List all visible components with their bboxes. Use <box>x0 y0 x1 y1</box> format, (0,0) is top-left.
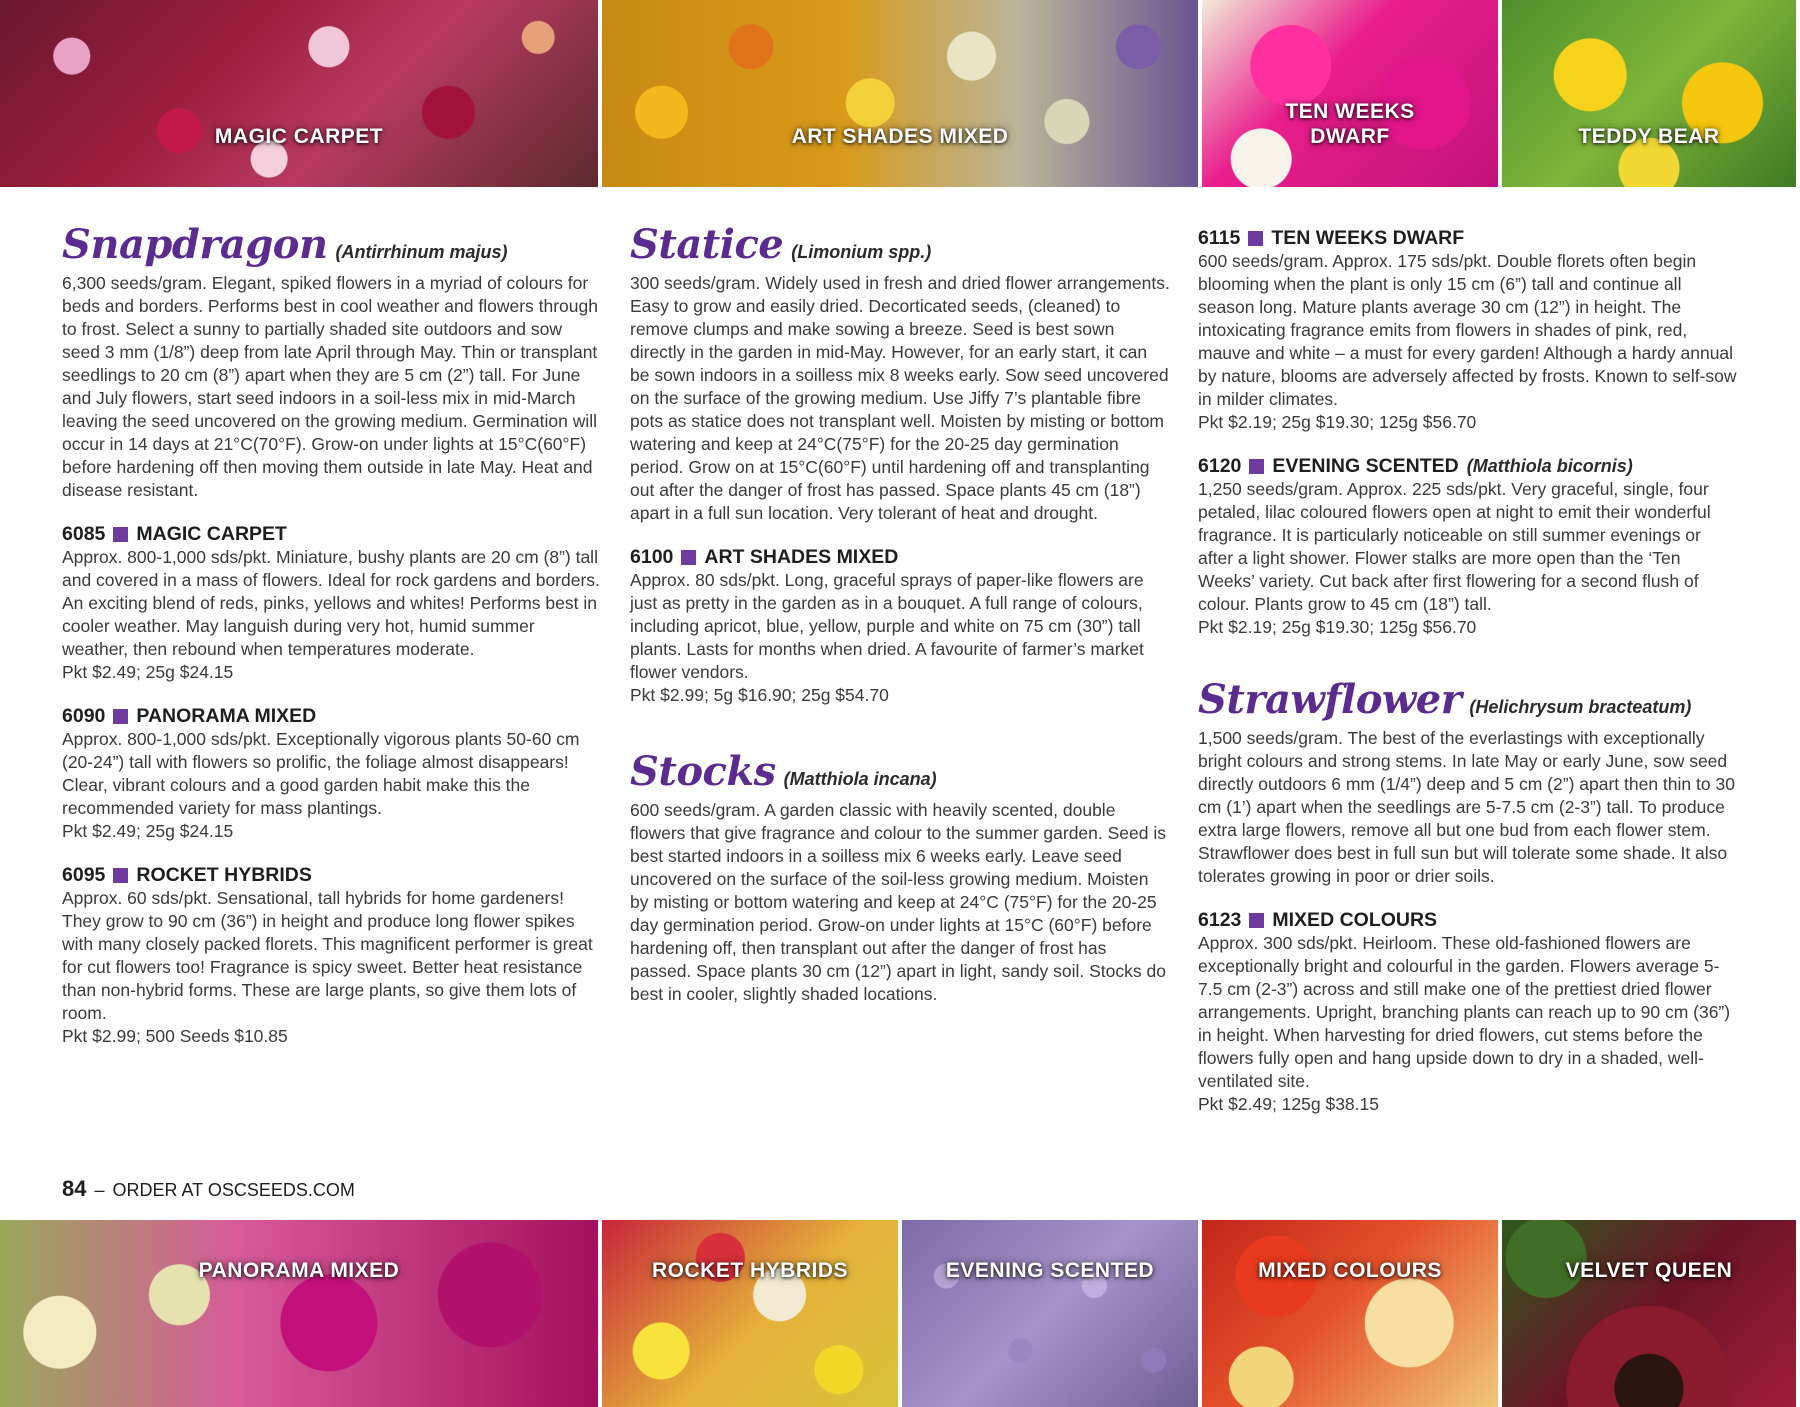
variety-name: ART SHADES MIXED <box>704 546 899 568</box>
variety-name: EVENING SCENTED <box>1272 455 1459 477</box>
footer-order-link[interactable]: ORDER AT OSCSEEDS.COM <box>112 1180 355 1200</box>
photo-teddy-bear <box>1502 0 1796 187</box>
photo-panorama-mixed <box>0 1220 598 1407</box>
variety-heading <box>630 545 1170 569</box>
variety-heading <box>62 704 602 728</box>
section-heading <box>62 222 602 268</box>
variety-price: Pkt $2.49; 125g $38.15 <box>1198 1094 1379 1114</box>
variety-heading <box>62 522 602 546</box>
variety-code: 6090 <box>62 705 106 727</box>
photo-caption: EVENING SCENTED <box>945 1259 1155 1282</box>
section-description: 1,500 seeds/gram. The best of the everlastings with exceptionally bright colours and strong stems. In late May or early June, sow seed directly outdoors 6 mm (1/4”) deep and 5 cm (2”) apart then thin to 30 cm (1’) apart when the seedlings are 5-7.5 cm (2-3”) tall. To produce extra large flowers, remove all but one bud from each flower stem. Strawflower does best in full sun but will tolerate some shade. It also tolerates growing in poor or drier soils. <box>1198 728 1735 886</box>
variety-code: 6100 <box>630 546 674 568</box>
latin-name: (Matthiola incana) <box>783 769 937 789</box>
footer-separator: – <box>94 1180 105 1200</box>
variety-name: TEN WEEKS DWARF <box>1271 227 1465 249</box>
variety-description: 1,250 seeds/gram. Approx. 225 sds/pkt. Very graceful, single, four petaled, lilac coloured flowers open at night to emit their wonderful fragrance. It is particularly noticeable on still summer evenings or after a light shower. Flower stalks are more open than the ‘Ten Weeks’ variety. Cut back after first flowering for a second flush of colour. Plants grow to 45 cm (18”) tall. <box>1198 479 1711 614</box>
photo-caption: TEN WEEKS DWARF <box>1285 100 1415 148</box>
variety-name: ROCKET HYBRIDS <box>136 864 312 886</box>
section-heading <box>630 749 1170 795</box>
photo-evening-scented <box>902 1220 1198 1407</box>
variety-price: Pkt $2.19; 25g $19.30; 125g $56.70 <box>1198 617 1477 637</box>
variety-price: Pkt $2.99; 500 Seeds $10.85 <box>62 1026 288 1046</box>
photo-caption: MAGIC CARPET <box>214 125 384 148</box>
bullet-square-icon <box>113 868 128 883</box>
section-title: Snapdragon <box>62 221 328 268</box>
variety-heading <box>1198 226 1738 250</box>
section-title: Statice <box>630 221 784 268</box>
variety-name: PANORAMA MIXED <box>136 705 317 727</box>
photo-caption: PANORAMA MIXED <box>198 1259 400 1282</box>
variety-description: 600 seeds/gram. Approx. 175 sds/pkt. Double florets often begin blooming when the plant is only 15 cm (6”) tall and continue all season long. Mature plants average 30 cm (12”) in height. The intoxicating fragrance emits from flowers in shades of pink, red, mauve and white – a must for every garden! Although a hardy annual by nature, blooms are adversely affected by frosts. Known to self-sow in milder climates. <box>1198 251 1737 409</box>
variety-6120 <box>1198 454 1738 639</box>
section-description: 600 seeds/gram. A garden classic with heavily scented, double flowers that give fragrance and colour to the summer garden. Seed is best started indoors in a soilless mix 6 weeks early. Leave seed uncovered on the surface of the soil-less growing medium. Moisten by misting or bottom watering and keep at 24°C (75°F) for the 20-25 day germination period. Grow-on under lights at 15°C (60°F) before hardening off, then transplant out after the danger of frost has passed. Space plants 30 cm (12”) apart in light, sandy soil. Stocks do best in cooler, slightly shaded locations. <box>630 800 1166 1004</box>
bullet-square-icon <box>1249 913 1264 928</box>
variety-name: MIXED COLOURS <box>1272 909 1438 931</box>
variety-description: Approx. 800-1,000 sds/pkt. Exceptionally vigorous plants 50-60 cm (20-24”) tall with flowers so prolific, the foliage almost disappears! Clear, vibrant colours and a good garden habit make this the recommended variety for mass plantings. <box>62 729 580 818</box>
bullet-square-icon <box>681 550 696 565</box>
variety-6095 <box>62 863 602 1048</box>
photo-caption: TEDDY BEAR <box>1578 125 1720 148</box>
variety-price: Pkt $2.49; 25g $24.15 <box>62 662 234 682</box>
photo-ten-weeks-dwarf <box>1202 0 1498 187</box>
page-number: 84 <box>62 1176 87 1201</box>
top-photo-strip <box>0 0 1800 187</box>
variety-code: 6123 <box>1198 909 1242 931</box>
variety-description: Approx. 800-1,000 sds/pkt. Miniature, bushy plants are 20 cm (8”) tall and covered in a mass of flowers. Ideal for rock gardens and borders. An exciting blend of reds, pinks, yellows and whites! Performs best in cooler weather. May languish during very hot, humid summer weather, then rebound when temperatures moderate. <box>62 547 600 659</box>
variety-price: Pkt $2.49; 25g $24.15 <box>62 821 234 841</box>
photo-caption: MIXED COLOURS <box>1258 1259 1442 1282</box>
variety-6085 <box>62 522 602 684</box>
variety-code: 6115 <box>1198 227 1241 249</box>
photo-art-shades-mixed <box>602 0 1198 187</box>
variety-6090 <box>62 704 602 843</box>
photo-caption: ROCKET HYBRIDS <box>651 1259 848 1282</box>
variety-6123 <box>1198 908 1738 1116</box>
section-heading <box>1198 677 1738 723</box>
variety-code: 6120 <box>1198 455 1242 477</box>
bullet-square-icon <box>1249 459 1264 474</box>
variety-price: Pkt $2.99; 5g $16.90; 25g $54.70 <box>630 685 889 705</box>
variety-description: Approx. 300 sds/pkt. Heirloom. These old-fashioned flowers are exceptionally bright and colourful in the garden. Flowers average 5-7.5 cm (2-3”) across and still make one of the prettiest dried flower arrangements. Upright, branching plants can reach up to 90 cm (36”) in height. When harvesting for dried flowers, cut stems before the flowers fully open and hang upside down to dry in a shaded, well-ventilated site. <box>1198 933 1731 1091</box>
photo-mixed-colours <box>1202 1220 1498 1407</box>
section-description: 300 seeds/gram. Widely used in fresh and dried flower arrangements. Easy to grow and easily dried. Decorticated seeds, (cleaned) to remove clumps and make sowing a breeze. Seed is best sown directly in the garden in mid-May. However, for an early start, it can be sown indoors in a soilless mix 8 weeks early. Sow seed uncovered on the surface of the growing medium. Use Jiffy 7’s plantable fibre pots as statice does not transplant well. Moisten by misting or bottom watering and keep at 24°C(75°F) for the 20-25 day germination period. Grow on at 15°C(60°F) until hardening off and transplanting out after the danger of frost has passed. Space plants 45 cm (18”) apart in a full sun location. Very tolerant of heat and drought. <box>630 273 1170 523</box>
section-title: Stocks <box>630 748 776 795</box>
variety-code: 6085 <box>62 523 106 545</box>
bullet-square-icon <box>113 709 128 724</box>
latin-name: (Helichrysum bracteatum) <box>1469 697 1692 717</box>
photo-caption: ART SHADES MIXED <box>791 125 1009 148</box>
variety-6115 <box>1198 226 1738 434</box>
bullet-square-icon <box>1248 231 1263 246</box>
bottom-photo-strip <box>0 1220 1800 1407</box>
latin-name: (Limonium spp.) <box>791 242 932 262</box>
variety-heading <box>1198 454 1738 478</box>
latin-name: (Antirrhinum majus) <box>335 242 508 262</box>
photo-magic-carpet <box>0 0 598 187</box>
photo-caption: VELVET QUEEN <box>1565 1259 1733 1282</box>
variety-description: Approx. 60 sds/pkt. Sensational, tall hybrids for home gardeners! They grow to 90 cm (36”) in height and produce long flower spikes with many closely packed florets. This magnificent performer is great for cut flowers too! Fragrance is spicy sweet. Better heat resistance than non-hybrid forms. These are large plants, so give them lots of room. <box>62 888 593 1023</box>
variety-description: Approx. 80 sds/pkt. Long, graceful sprays of paper-like flowers are just as pretty in the garden as in a bouquet. A full range of colours, including apricot, blue, yellow, purple and white on 75 cm (30”) tall plants. Lasts for months when dried. A favourite of farmer’s market flower vendors. <box>630 570 1144 682</box>
variety-price: Pkt $2.19; 25g $19.30; 125g $56.70 <box>1198 412 1477 432</box>
variety-code: 6095 <box>62 864 106 886</box>
section-description: 6,300 seeds/gram. Elegant, spiked flowers in a myriad of colours for beds and borders. Performs best in cool weather and flowers through to frost. Select a sunny to partially shaded site outdoors and sow seed 3 mm (1/8”) deep from late April through May. Thin or transplant seedlings to 20 cm (8”) apart when they are 5 cm (2”) tall. For June and July flowers, start seed indoors in a soil-less mix in mid-March leaving the seed uncovered on the growing medium. Germination will occur in 14 days at 21°C(70°F). Grow-on under lights at 15°C(60°F) before hardening off then moving them outside in late May. Heat and disease resistant. <box>62 273 598 500</box>
variety-heading <box>1198 908 1738 932</box>
variety-heading <box>62 863 602 887</box>
bullet-square-icon <box>113 527 128 542</box>
column-statice-stocks <box>630 222 1170 1006</box>
column-stocks-strawflower <box>1198 226 1738 1116</box>
photo-rocket-hybrids <box>602 1220 898 1407</box>
page-footer <box>62 1176 355 1202</box>
section-heading <box>630 222 1170 268</box>
variety-name: MAGIC CARPET <box>136 523 287 545</box>
latin-name: (Matthiola bicornis) <box>1466 456 1633 476</box>
section-title: Strawflower <box>1198 676 1462 723</box>
photo-velvet-queen <box>1502 1220 1796 1407</box>
variety-6100 <box>630 545 1170 707</box>
column-snapdragon <box>62 222 602 1048</box>
